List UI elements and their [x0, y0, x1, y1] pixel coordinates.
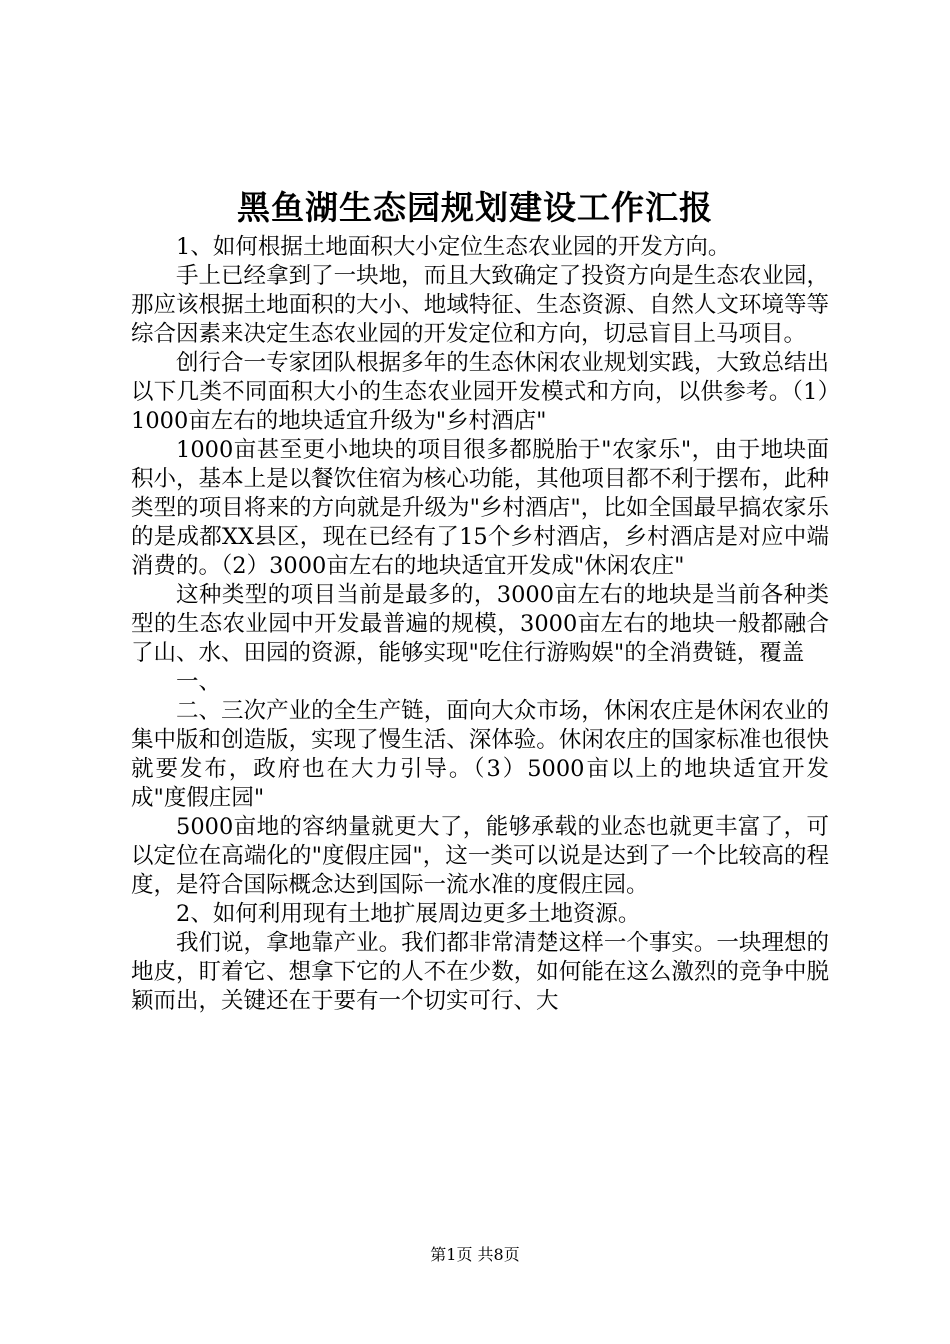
paragraph-9: 2、如何利用现有土地扩展周边更多土地资源。	[176, 901, 641, 927]
paragraph-6: 一、	[176, 669, 222, 695]
document-body	[131, 233, 829, 1016]
paragraph-8: 5000亩地的容纳量就更大了，能够承载的业态也就更丰富了，可以定位在高端化的"度假庄园"，这一类可以说是达到了一个比较高的程度，是符合国际概念达到国际一流水准的度假庄园。	[131, 814, 829, 898]
paragraph-1: 1、如何根据土地面积大小定位生态农业园的开发方向。	[176, 234, 731, 260]
paragraph-7: 二、三次产业的全生产链，面向大众市场，休闲农庄是休闲农业的集中版和创造版，实现了慢生活、深体验。休闲农庄的国家标准也很快就要发布，政府也在大力引导。（3）5000亩以上的地块适宜开发成"度假庄园"	[131, 698, 829, 811]
document-title: 黑鱼湖生态园规划建设工作汇报	[237, 188, 713, 227]
paragraph-10: 我们说，拿地靠产业。我们都非常清楚这样一个事实。一块理想的地皮，盯着它、想拿下它的人不在少数，如何能在这么激烈的竞争中脱颖而出，关键还在于要有一个切实可行、大	[131, 930, 829, 1014]
paragraph-3: 创行合一专家团队根据多年的生态休闲农业规划实践，大致总结出以下几类不同面积大小的生态农业园开发模式和方向，以供参考。（1）1000亩左右的地块适宜升级为"乡村酒店"	[131, 350, 829, 434]
paragraph-4: 1000亩甚至更小地块的项目很多都脱胎于"农家乐"，由于地块面积小，基本上是以餐饮住宿为核心功能，其他项目都不利于摆布，此种类型的项目将来的方向就是升级为"乡村酒店"，比如全国最早搞农家乐的是成都XX县区，现在已经有了15个乡村酒店，乡村酒店是对应中端消费的。（2）3000亩左右的地块适宜开发成"休闲农庄"	[131, 437, 829, 579]
page-number-footer: 第1页 共8页	[430, 1245, 520, 1264]
paragraph-5: 这种类型的项目当前是最多的，3000亩左右的地块是当前各种类型的生态农业园中开发最普遍的规模，3000亩左右的地块一般都融合了山、水、田园的资源，能够实现"吃住行游购娱"的全消费链，覆盖	[131, 582, 829, 666]
paragraph-2: 手上已经拿到了一块地，而且大致确定了投资方向是生态农业园，那应该根据土地面积的大小、地域特征、生态资源、自然人文环境等等综合因素来决定生态农业园的开发定位和方向，切忌盲目上马项目。	[131, 263, 829, 347]
